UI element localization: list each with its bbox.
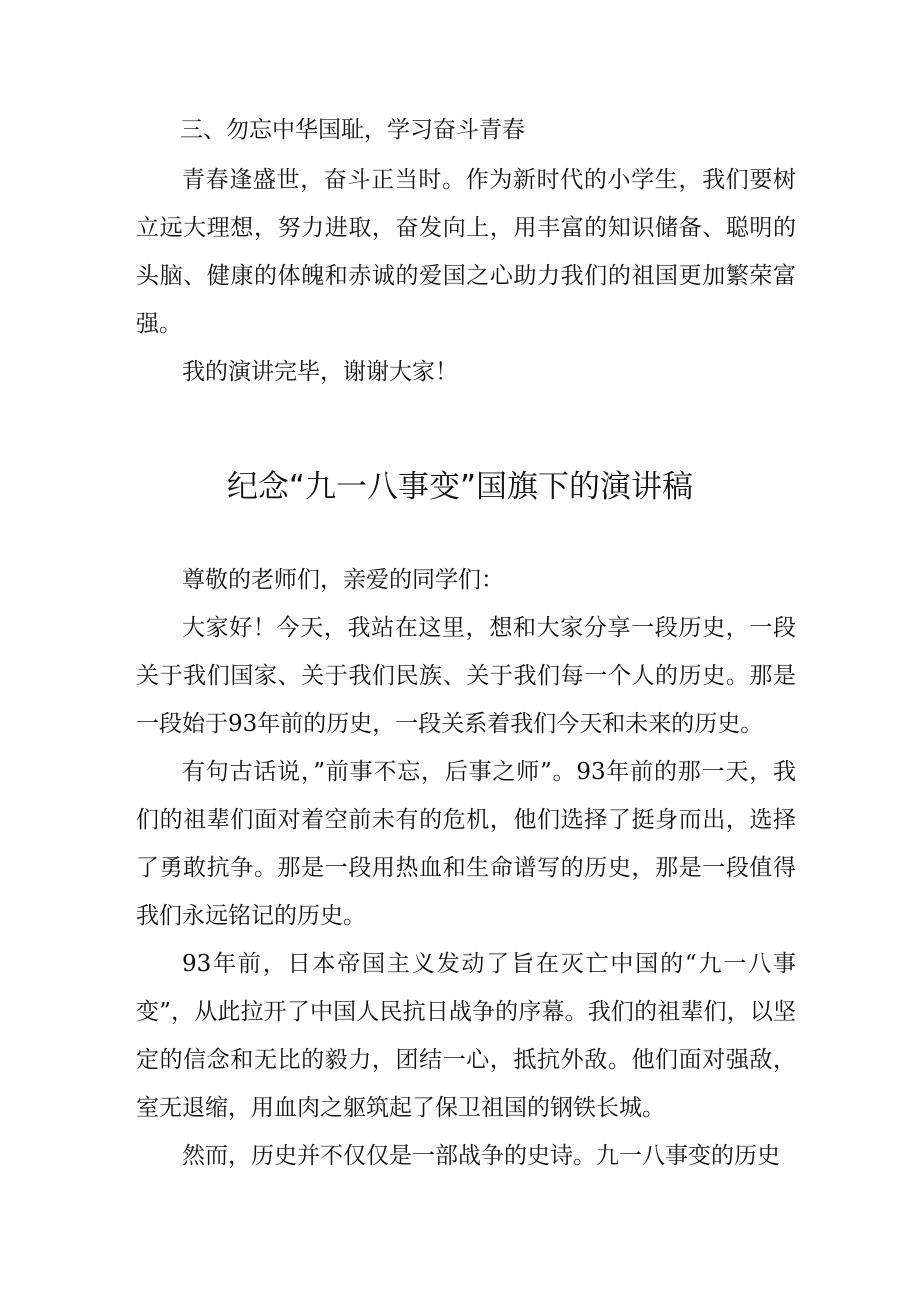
speech-title: 纪念“九一八事变”国旗下的演讲稿 xyxy=(226,469,694,505)
section-paragraph-closing: 我的演讲完毕，谢谢大家！ xyxy=(182,359,458,385)
section-paragraph-youth: 青春逢盛世，奋斗正当时。作为新时代的小学生，我们要树立远大理想，努力进取，奋发向上，用丰富的知识储备、聪明的头脑、健康的体魄和赤诚的爱国之心助力我们的祖国更加繁荣富强。 xyxy=(136,167,796,337)
speech-salutation: 尊敬的老师们，亲爱的同学们： xyxy=(182,567,504,593)
section-heading: 三、勿忘中华国耻，学习奋斗青春 xyxy=(180,117,525,143)
speech-paragraph-4: 然而，历史并不仅仅是一部战争的史诗。九一八事变的历史 xyxy=(182,1143,780,1169)
speech-paragraph-2: 有句古话说，”前事不忘，后事之师”。93年前的那一天，我们的祖辈们面对着空前未有的危机，他们选择了挺身而出，选择了勇敢抗争。那是一段用热血和生命谱写的历史，那是一段值得我们永远铭记的历史。 xyxy=(136,759,796,929)
speech-paragraph-1: 大家好！今天，我站在这里，想和大家分享一段历史，一段关于我们国家、关于我们民族、关于我们每一个人的历史。那是一段始于93年前的历史，一段关系着我们今天和未来的历史。 xyxy=(136,615,796,737)
speech-paragraph-3: 93年前，日本帝国主义发动了旨在灭亡中国的“九一八事变”，从此拉开了中国人民抗日战争的序幕。我们的祖辈们，以坚定的信念和无比的毅力，团结一心，抵抗外敌。他们面对强敌，室无退缩，用血肉之躯筑起了保卫祖国的钢铁长城。 xyxy=(136,951,796,1121)
